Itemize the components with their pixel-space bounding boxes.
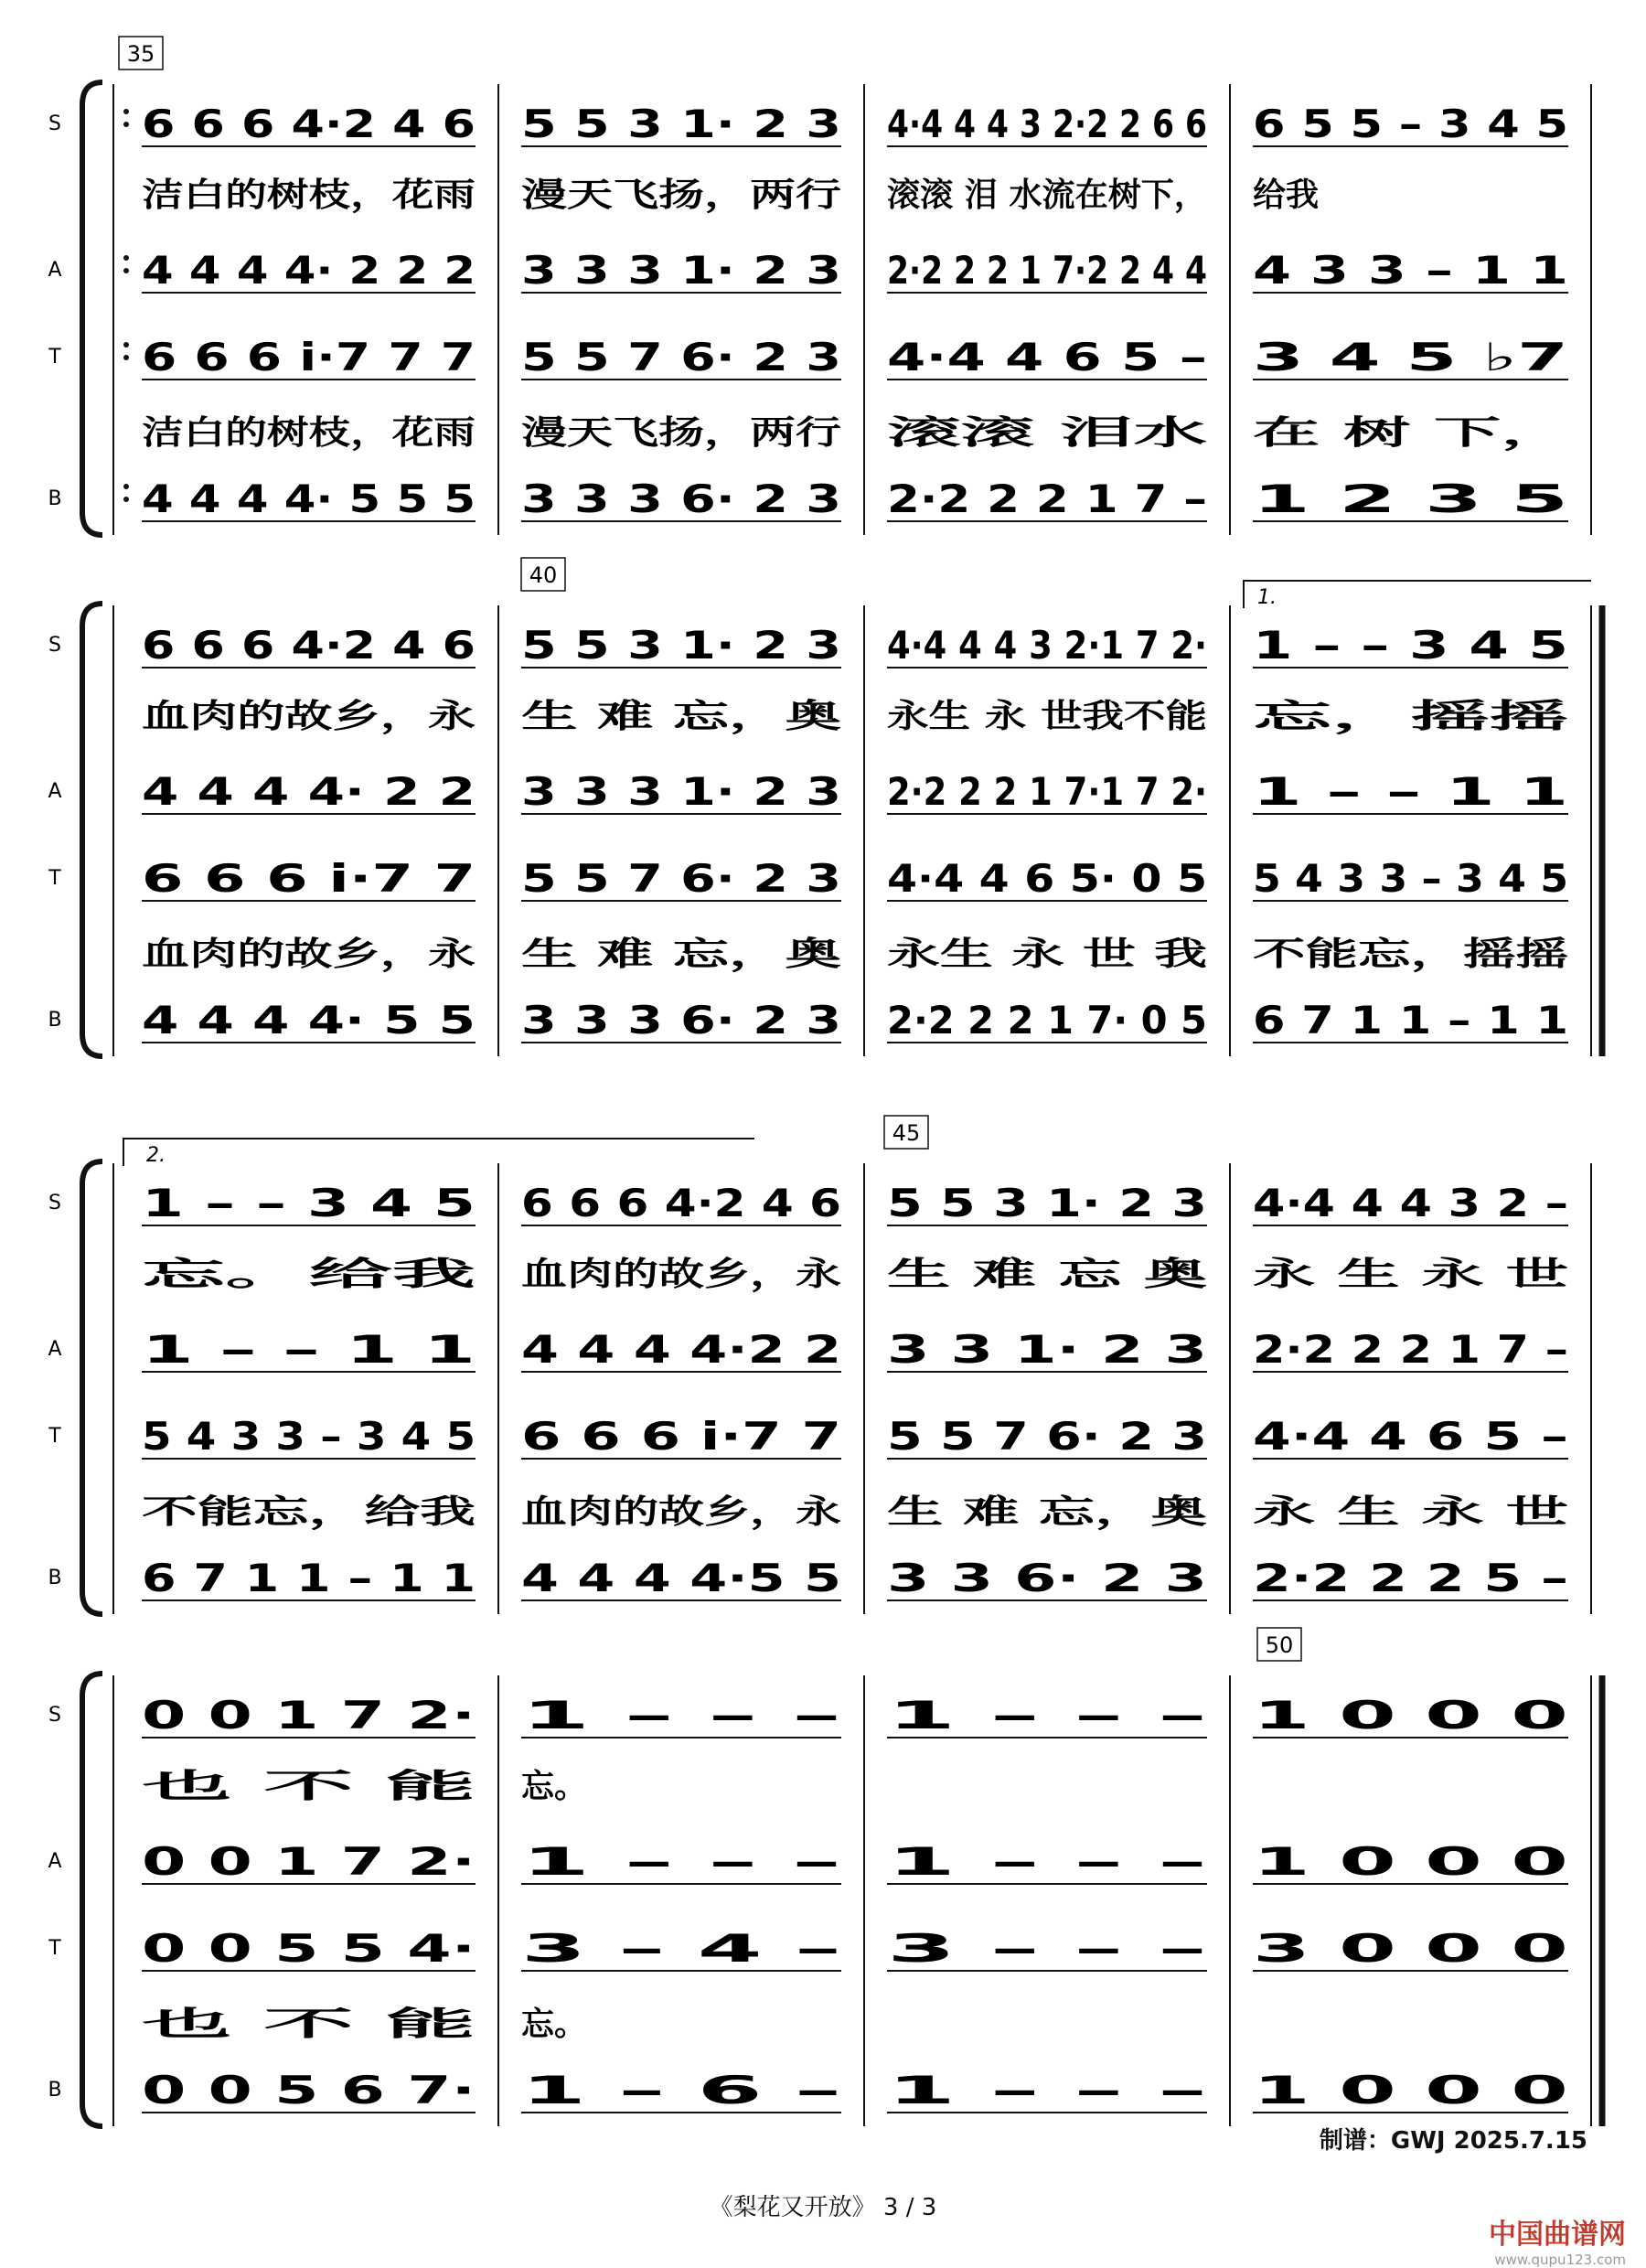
notation-measure: 3 3 3 1· 2 3 <box>521 769 841 814</box>
measure-number: 45 <box>892 1120 921 1146</box>
voice-label: B <box>48 487 62 510</box>
repeat-dot <box>123 255 129 261</box>
lyric-measure: 血肉的故乡，永 <box>142 936 476 973</box>
notation-measure: 1 – – 1 1 <box>142 1327 476 1372</box>
notation-measure: 5 4 3 3 – 3 4 5 <box>1253 856 1568 901</box>
lyric-measure: 漫天飞扬，两行 <box>521 414 841 452</box>
notation-measure: 3 3 3 6· 2 3 <box>521 476 841 521</box>
notation-measure: 4 4 4 4· 2 2 <box>142 769 476 814</box>
notation-measure: 1 – – – <box>887 1693 1207 1738</box>
voice-label: B <box>48 1567 62 1589</box>
lyric-measure: 漫天飞扬，两行 <box>521 177 841 214</box>
repeat-dot <box>123 342 129 348</box>
notation-measure: 2·2 2 2 5 – <box>1253 1556 1568 1600</box>
notation-measure: 0 0 1 7 2· <box>142 1693 476 1738</box>
notation-measure: 3 – 4 – <box>521 1926 841 1971</box>
voice-label: A <box>48 1338 62 1361</box>
notation-measure: 4 4 4 4·2 2 <box>521 1327 841 1372</box>
notation-measure: 1 – – 3 4 5 <box>142 1181 476 1225</box>
notation-measure: 5 5 7 6· 2 3 <box>887 1414 1207 1459</box>
voice-label: B <box>48 1009 62 1032</box>
notation-measure: 5 5 7 6· 2 3 <box>521 856 841 901</box>
voice-label: S <box>48 634 61 657</box>
volta-bracket <box>1244 581 1591 608</box>
lyric-measure: 忘。 <box>521 2006 588 2043</box>
notation-measure: 4 4 4 4· 5 5 5 <box>142 476 476 521</box>
notation-measure: 0 0 5 6 7· <box>142 2068 476 2113</box>
measure-number: 35 <box>126 41 155 67</box>
notation-measure: 5 5 3 1· 2 3 <box>887 1181 1207 1225</box>
lyric-measure: 生 难 忘 奥 <box>887 1256 1207 1293</box>
page-label: 《梨花又开放》 3 / 3 <box>709 2194 937 2221</box>
notation-measure: 6 6 6 i·7 7 7 <box>142 335 476 380</box>
notation-measure: 4·4 4 4 3 2·2 2 6 6 <box>887 102 1207 146</box>
system-bracket <box>82 1674 102 2126</box>
notation-measure: 6 7 1 1 – 1 1 <box>1253 998 1568 1043</box>
system-bracket <box>82 1161 102 1614</box>
lyric-measure: 在 树 下， <box>1253 414 1568 452</box>
lyric-measure: 血肉的故乡，永 <box>521 1256 841 1293</box>
notation-measure: 6 6 6 4·2 4 6 <box>142 102 476 146</box>
volta-label: 1. <box>1257 586 1277 609</box>
repeat-dot <box>123 122 129 127</box>
notation-measure: 3 – – – <box>887 1926 1207 1971</box>
watermark <box>1489 2211 1626 2268</box>
notation-measure: 5 5 3 1· 2 3 <box>521 102 841 146</box>
notation-measure: 4·4 4 6 5 – <box>1253 1414 1568 1459</box>
lyric-measure: 永生 永 世我不能 <box>887 698 1141 735</box>
notation-measure: 1 0 0 0 <box>1253 1693 1568 1738</box>
notation-measure: 4 4 4 4· 2 2 2 <box>142 248 476 293</box>
notation-measure: 2·2 2 2 1 7· 0 5 <box>887 998 1207 1043</box>
lyric-measure: 永生 永 世 我 <box>887 936 1207 973</box>
watermark-title: 中国曲谱网 <box>1489 2219 1626 2251</box>
notation-measure: 6 5 5 – 3 4 5 <box>1253 102 1568 146</box>
lyric-measure: 生 难 忘，奥 <box>521 936 841 973</box>
repeat-dot <box>123 109 129 114</box>
notation-measure: 5 5 3 1· 2 3 <box>521 623 841 668</box>
voice-label: A <box>48 259 62 282</box>
notation-measure: 4 3 3 – 1 1 <box>1253 248 1568 293</box>
system-bracket <box>82 604 102 1056</box>
volta-bracket <box>123 1139 754 1166</box>
volta-label: 2. <box>146 1144 166 1167</box>
lyric-measure: 滚滚 泪 水流在树下， <box>887 177 1207 214</box>
lyric-measure: 永 生 永 世 <box>1253 1493 1568 1531</box>
lyric-measure: 洁白的树枝，花雨 <box>142 414 476 452</box>
notation-measure: 5 5 7 6· 2 3 <box>521 335 841 380</box>
voice-label: T <box>48 346 61 369</box>
lyric-measure: 忘。给我 <box>142 1256 476 1293</box>
notation-measure: 1 – – – <box>887 2068 1207 2113</box>
lyric-measure: 滚滚 泪水 <box>887 414 1207 452</box>
notation-measure: 1 0 0 0 <box>1253 1839 1568 1884</box>
measure-number: 40 <box>529 562 558 588</box>
voice-label: S <box>48 112 61 135</box>
notation-measure: 3 0 0 0 <box>1253 1926 1568 1971</box>
notation-measure: 1 – – 3 4 5 <box>1253 623 1568 668</box>
notation-measure: 3 3 3 1· 2 3 <box>521 248 841 293</box>
notation-measure: 5 4 3 3 – 3 4 5 <box>142 1414 476 1459</box>
notation-measure: 4 4 4 4·5 5 <box>521 1556 841 1600</box>
system-bracket <box>82 82 102 535</box>
lyric-measure: 不能忘，给我 <box>142 1493 340 1531</box>
notation-measure: 0 0 5 5 4· <box>142 1926 476 1971</box>
lyric-measure: 血肉的故乡，永 <box>142 698 476 735</box>
voice-label: T <box>48 1937 61 1960</box>
notation-measure: 6 6 6 4·2 4 6 <box>142 623 476 668</box>
notation-measure: 4·4 4 6 5· 0 5 <box>887 856 1207 901</box>
lyric-measure: 永 生 永 世 <box>1253 1256 1568 1293</box>
lyric-measure: 生 难 忘，奥 <box>521 698 841 735</box>
voice-label: S <box>48 1704 61 1727</box>
lyric-measure: 给我 <box>1253 177 1320 214</box>
notation-measure: 3 4 5 ♭7 <box>1253 335 1568 380</box>
repeat-dot <box>123 497 129 502</box>
notation-measure: 4·4 4 6 5 – <box>887 335 1207 380</box>
notation-measure: 2·2 2 2 1 7 – <box>1253 1327 1568 1372</box>
lyric-measure: 忘，摇摇 <box>1253 698 1568 735</box>
notation-measure: 0 0 1 7 2· <box>142 1839 476 1884</box>
notation-measure: 6 6 6 4·2 4 6 <box>521 1181 841 1225</box>
notation-measure: 4·4 4 4 3 2 – <box>1253 1181 1568 1225</box>
voice-label: B <box>48 2079 62 2102</box>
notation-measure: 6 6 6 i·7 7 <box>521 1414 841 1459</box>
notation-measure: 1 – 6 – <box>521 2068 841 2113</box>
notation-measure: 3 3 1· 2 3 <box>887 1327 1207 1372</box>
lyric-measure: 也 不 能 <box>142 1768 264 1805</box>
lyric-measure: 忘。 <box>521 1768 588 1805</box>
repeat-dot <box>123 484 129 489</box>
notation-measure: 1 0 0 0 <box>1253 2068 1568 2113</box>
voice-label: S <box>48 1192 61 1214</box>
repeat-dot <box>123 268 129 273</box>
notation-measure: 3 3 3 6· 2 3 <box>521 998 841 1043</box>
notation-measure: 4·4 4 4 3 2·1 7 2· <box>887 623 1207 668</box>
notation-measure: 1 – – 1 1 <box>1253 769 1568 814</box>
voice-label: A <box>48 1850 62 1873</box>
notation-measure: 3 3 6· 2 3 <box>887 1556 1207 1600</box>
notation-measure: 2·2 2 2 1 7·1 7 2· <box>887 769 1207 814</box>
notation-measure: 2·2 2 2 1 7 – <box>887 476 1207 521</box>
notation-measure: 1 – – – <box>521 1839 841 1884</box>
notation-measure: 4 4 4 4· 5 5 <box>142 998 476 1043</box>
lyric-measure: 生 难 忘，奥 <box>887 1493 1207 1531</box>
voice-label: A <box>48 780 62 803</box>
notation-measure: 2·2 2 2 1 7·2 2 4 4 <box>887 248 1207 293</box>
notation-measure: 1 – – – <box>521 1693 841 1738</box>
watermark-url: www.qupu123.com <box>1494 2252 1626 2268</box>
notation-measure: 6 6 6 i·7 7 <box>142 856 476 901</box>
lyric-measure: 也 不 能 <box>142 2006 264 2043</box>
lyric-measure: 不能忘，摇摇 <box>1253 936 1451 973</box>
lyric-measure: 洁白的树枝，花雨 <box>142 177 476 214</box>
notation-measure: 6 7 1 1 – 1 1 <box>142 1556 476 1600</box>
lyric-measure: 血肉的故乡，永 <box>521 1493 841 1531</box>
notation-measure: 1 – – – <box>887 1839 1207 1884</box>
notation-measure: 1 2 3 5 <box>1253 476 1568 521</box>
repeat-dot <box>123 355 129 360</box>
measure-number: 50 <box>1265 1632 1294 1658</box>
voice-label: T <box>48 1425 61 1448</box>
voice-label: T <box>48 867 61 890</box>
credit-line: 制谱：GWJ 2025.7.15 <box>1319 2127 1587 2155</box>
